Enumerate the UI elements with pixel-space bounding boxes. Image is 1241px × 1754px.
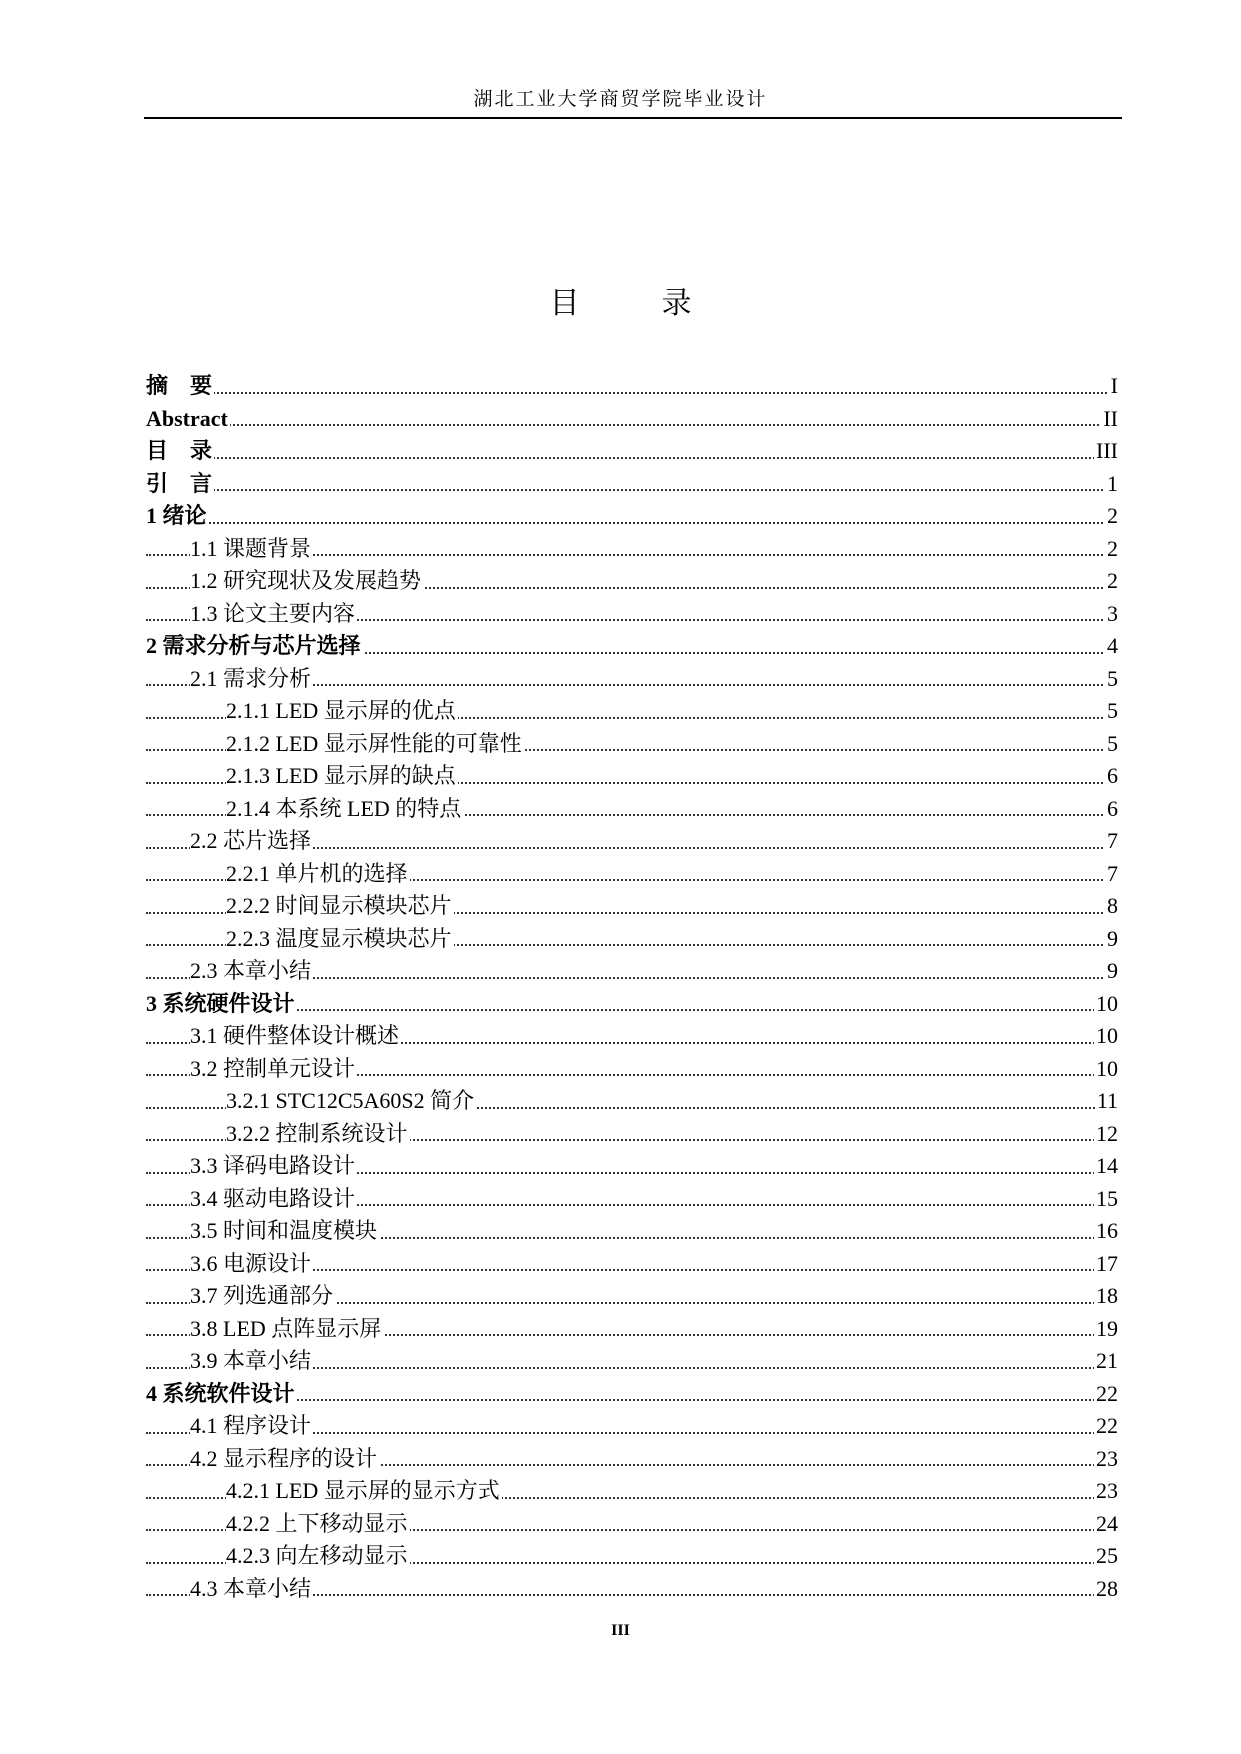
toc-entry-label: 2.2 芯片选择 (190, 825, 313, 858)
toc-entry-page: 6 (1105, 793, 1118, 826)
toc-entry-label: 3.9 本章小结 (190, 1345, 313, 1378)
toc-entry[interactable] (146, 1540, 1118, 1573)
toc-entry[interactable] (146, 533, 1118, 566)
toc-entry-label: 3.7 列选通部分 (190, 1280, 335, 1313)
toc-entry-page: 9 (1105, 955, 1118, 988)
toc-entry[interactable] (146, 598, 1118, 631)
toc-entry-page: 9 (1105, 923, 1118, 956)
toc-entry[interactable] (146, 1313, 1118, 1346)
toc-entry-label: 2.1.2 LED 显示屏性能的可靠性 (226, 728, 524, 761)
toc-entry-page: 3 (1105, 598, 1118, 631)
toc-entry[interactable] (146, 955, 1118, 988)
toc-entry[interactable] (146, 435, 1118, 468)
toc-entry[interactable] (146, 1085, 1118, 1118)
toc-entry[interactable] (146, 565, 1118, 598)
toc-entry-label: 4.2.2 上下移动显示 (226, 1508, 410, 1541)
toc-entry[interactable] (146, 370, 1118, 403)
toc-entry-page: 7 (1105, 858, 1118, 891)
toc-entry-label: 1.1 课题背景 (190, 533, 313, 566)
toc-entry-label: 3.1 硬件整体设计概述 (190, 1020, 401, 1053)
toc-entry[interactable] (146, 890, 1118, 923)
toc-entry-label: 3.2.2 控制系统设计 (226, 1118, 410, 1151)
toc-entry-page: 10 (1094, 988, 1118, 1021)
toc-entry[interactable] (146, 1248, 1118, 1281)
toc-entry-label: 1.2 研究现状及发展趋势 (190, 565, 423, 598)
running-header: 湖北工业大学商贸学院毕业设计 (473, 89, 768, 110)
toc-entry-page: 5 (1105, 663, 1118, 696)
toc-entry-page: 8 (1105, 890, 1118, 923)
toc-entry-label: 3.5 时间和温度模块 (190, 1215, 379, 1248)
dot-leader (146, 522, 1118, 524)
toc-entry-page: 2 (1105, 533, 1118, 566)
toc-entry-label: 3.2 控制单元设计 (190, 1053, 357, 1086)
dot-leader (146, 424, 1118, 426)
toc-entry[interactable] (146, 1183, 1118, 1216)
toc-entry[interactable] (146, 858, 1118, 891)
toc-entry-page: 22 (1094, 1378, 1118, 1411)
toc-entry[interactable] (146, 923, 1118, 956)
toc-entry[interactable] (146, 663, 1118, 696)
toc-entry-label: 3 系统硬件设计 (146, 988, 297, 1021)
toc-entry-label: 2.2.2 时间显示模块芯片 (226, 890, 454, 923)
toc-entry-page: 5 (1105, 728, 1118, 761)
toc-entry[interactable] (146, 728, 1118, 761)
toc-entry-label: 2.1.3 LED 显示屏的缺点 (226, 760, 458, 793)
toc-entry-page: 5 (1105, 695, 1118, 728)
toc-entry[interactable] (146, 1150, 1118, 1183)
dot-leader (146, 392, 1118, 394)
toc-entry-label: 4.2.1 LED 显示屏的显示方式 (226, 1475, 502, 1508)
toc-entry-label: 3.3 译码电路设计 (190, 1150, 357, 1183)
toc-entry[interactable] (146, 1443, 1118, 1476)
toc-entry[interactable] (146, 988, 1118, 1021)
toc-entry-label: 1.3 论文主要内容 (190, 598, 357, 631)
toc-entry-page: 21 (1094, 1345, 1118, 1378)
toc-entry-label: 引 言 (146, 468, 214, 501)
toc-entry-page: 28 (1094, 1573, 1118, 1606)
toc-entry-page: 2 (1105, 565, 1118, 598)
toc-entry-page: 10 (1094, 1020, 1118, 1053)
toc-entry-label: 2.2.1 单片机的选择 (226, 858, 410, 891)
toc-entry-label: 4.1 程序设计 (190, 1410, 313, 1443)
toc-entry[interactable] (146, 630, 1118, 663)
toc-entry[interactable] (146, 1020, 1118, 1053)
toc-entry-page: III (1094, 435, 1118, 468)
toc-entry-page: 19 (1094, 1313, 1118, 1346)
toc-entry-page: 16 (1094, 1215, 1118, 1248)
toc-entry-page: 23 (1094, 1443, 1118, 1476)
toc-entry-page: 23 (1094, 1475, 1118, 1508)
toc-entry-page: I (1109, 370, 1118, 403)
toc-entry-label: 2.1.1 LED 显示屏的优点 (226, 695, 458, 728)
toc-entry[interactable] (146, 1280, 1118, 1313)
toc-entry-label: 2.1.4 本系统 LED 的特点 (226, 793, 463, 826)
toc-entry-label: 2.2.3 温度显示模块芯片 (226, 923, 454, 956)
toc-entry-label: 4.2 显示程序的设计 (190, 1443, 379, 1476)
toc-title: 目 录 (549, 286, 718, 321)
toc-entry-page: 17 (1094, 1248, 1118, 1281)
toc-entry[interactable] (146, 1118, 1118, 1151)
toc-entry[interactable] (146, 1573, 1118, 1606)
toc-entry-label: 3.4 驱动电路设计 (190, 1183, 357, 1216)
toc-entry[interactable] (146, 500, 1118, 533)
toc-entry-page: 4 (1105, 630, 1118, 663)
toc-entry-page: 18 (1094, 1280, 1118, 1313)
toc-entry-label: 3.8 LED 点阵显示屏 (190, 1313, 383, 1346)
footer-page-number: III (611, 1622, 630, 1639)
toc-entry[interactable] (146, 695, 1118, 728)
toc-entry-page: 6 (1105, 760, 1118, 793)
toc-entry[interactable] (146, 1508, 1118, 1541)
toc-entry-page: II (1101, 403, 1118, 436)
toc-entry-page: 1 (1105, 468, 1118, 501)
toc-entry-label: 4.2.3 向左移动显示 (226, 1540, 410, 1573)
toc-entry-label: 2.3 本章小结 (190, 955, 313, 988)
toc-entry-page: 11 (1095, 1085, 1118, 1118)
toc-entry-label: 3.2.1 STC12C5A60S2 简介 (226, 1085, 476, 1118)
toc-entry-label: 摘 要 (146, 370, 214, 403)
toc-entry[interactable] (146, 825, 1118, 858)
toc-entry-page: 12 (1094, 1118, 1118, 1151)
toc-entry-page: 22 (1094, 1410, 1118, 1443)
toc-entry-label: 4 系统软件设计 (146, 1378, 297, 1411)
toc-entry-label: Abstract (146, 403, 230, 436)
toc-entry[interactable] (146, 1053, 1118, 1086)
toc-entry[interactable] (146, 1345, 1118, 1378)
header-rule (144, 117, 1122, 119)
toc-entry[interactable] (146, 793, 1118, 826)
toc-entry[interactable] (146, 1475, 1118, 1508)
dot-leader (146, 489, 1118, 491)
toc-entry-label: 2 需求分析与芯片选择 (146, 630, 363, 663)
toc-entry-page: 24 (1094, 1508, 1118, 1541)
toc-entry-label: 4.3 本章小结 (190, 1573, 313, 1606)
toc-entry-page: 14 (1094, 1150, 1118, 1183)
table-of-contents (146, 370, 1118, 1605)
toc-entry[interactable] (146, 468, 1118, 501)
toc-entry[interactable] (146, 760, 1118, 793)
toc-entry-page: 7 (1105, 825, 1118, 858)
toc-entry[interactable] (146, 1378, 1118, 1411)
toc-entry-label: 目 录 (146, 435, 214, 468)
dot-leader (146, 457, 1118, 459)
toc-entry-label: 3.6 电源设计 (190, 1248, 313, 1281)
toc-entry-page: 25 (1094, 1540, 1118, 1573)
toc-entry-page: 15 (1094, 1183, 1118, 1216)
toc-entry-label: 2.1 需求分析 (190, 663, 313, 696)
toc-entry[interactable] (146, 1410, 1118, 1443)
toc-entry[interactable] (146, 403, 1118, 436)
toc-entry[interactable] (146, 1215, 1118, 1248)
toc-entry-page: 2 (1105, 500, 1118, 533)
toc-entry-page: 10 (1094, 1053, 1118, 1086)
toc-entry-label: 1 绪论 (146, 500, 209, 533)
